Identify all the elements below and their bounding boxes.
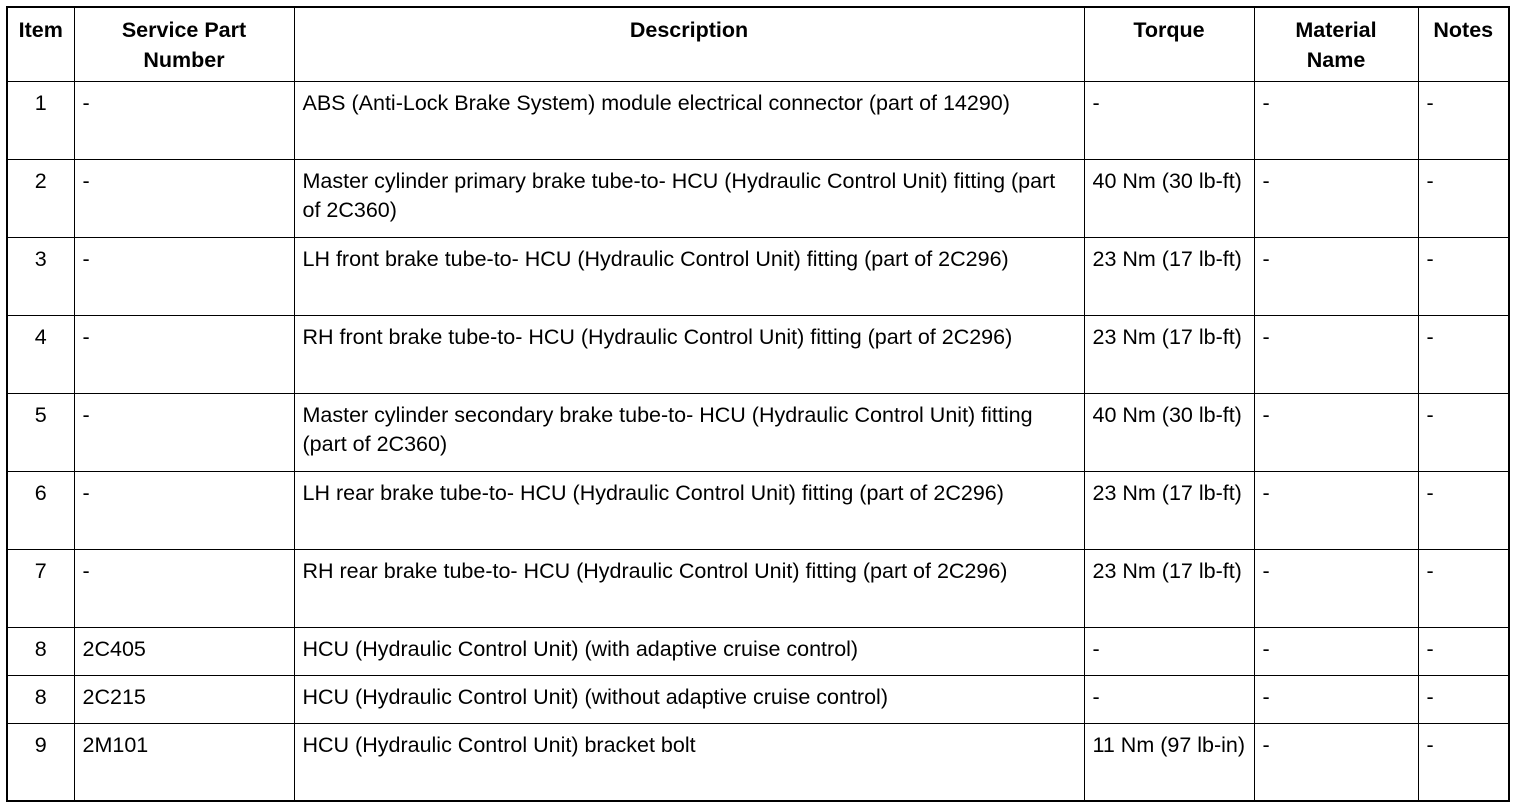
cell-notes: - — [1418, 315, 1509, 393]
cell-material-name: - — [1254, 675, 1418, 723]
cell-notes: - — [1418, 393, 1509, 471]
cell-material-name: - — [1254, 237, 1418, 315]
cell-torque: 23 Nm (17 lb-ft) — [1084, 549, 1254, 627]
cell-description: HCU (Hydraulic Control Unit) bracket bolt — [294, 723, 1084, 801]
cell-item: 8 — [7, 675, 74, 723]
cell-material-name: - — [1254, 627, 1418, 675]
cell-material-name: - — [1254, 159, 1418, 237]
parts-table — [6, 6, 1510, 802]
cell-notes: - — [1418, 81, 1509, 159]
cell-item: 1 — [7, 81, 74, 159]
cell-material-name: - — [1254, 393, 1418, 471]
cell-description: ABS (Anti-Lock Brake System) module electrical connector (part of 14290) — [294, 81, 1084, 159]
cell-torque: - — [1084, 675, 1254, 723]
cell-material-name: - — [1254, 471, 1418, 549]
header-description: Description — [294, 7, 1084, 81]
cell-description: HCU (Hydraulic Control Unit) (without adaptive cruise control) — [294, 675, 1084, 723]
cell-description: LH front brake tube-to- HCU (Hydraulic Control Unit) fitting (part of 2C296) — [294, 237, 1084, 315]
table-row — [7, 471, 1509, 549]
cell-torque: 11 Nm (97 lb-in) — [1084, 723, 1254, 801]
cell-item: 7 — [7, 549, 74, 627]
table-row — [7, 549, 1509, 627]
cell-part-number: - — [74, 237, 294, 315]
cell-item: 3 — [7, 237, 74, 315]
cell-material-name: - — [1254, 81, 1418, 159]
cell-torque: 40 Nm (30 lb-ft) — [1084, 159, 1254, 237]
cell-notes: - — [1418, 471, 1509, 549]
cell-item: 8 — [7, 627, 74, 675]
table-row — [7, 159, 1509, 237]
cell-torque: - — [1084, 81, 1254, 159]
cell-material-name: - — [1254, 315, 1418, 393]
cell-part-number: 2M101 — [74, 723, 294, 801]
cell-item: 4 — [7, 315, 74, 393]
cell-item: 2 — [7, 159, 74, 237]
header-service-part-number: Service Part Number — [74, 7, 294, 81]
cell-material-name: - — [1254, 723, 1418, 801]
cell-description: RH rear brake tube-to- HCU (Hydraulic Control Unit) fitting (part of 2C296) — [294, 549, 1084, 627]
table-row — [7, 627, 1509, 675]
cell-torque: 23 Nm (17 lb-ft) — [1084, 315, 1254, 393]
header-material-name: Material Name — [1254, 7, 1418, 81]
table-row — [7, 723, 1509, 801]
header-notes: Notes — [1418, 7, 1509, 81]
cell-part-number: 2C405 — [74, 627, 294, 675]
cell-part-number: - — [74, 315, 294, 393]
cell-torque: 23 Nm (17 lb-ft) — [1084, 471, 1254, 549]
cell-part-number: - — [74, 159, 294, 237]
table-row — [7, 393, 1509, 471]
cell-description: LH rear brake tube-to- HCU (Hydraulic Control Unit) fitting (part of 2C296) — [294, 471, 1084, 549]
cell-description: RH front brake tube-to- HCU (Hydraulic Control Unit) fitting (part of 2C296) — [294, 315, 1084, 393]
cell-notes: - — [1418, 159, 1509, 237]
cell-part-number: - — [74, 471, 294, 549]
cell-item: 5 — [7, 393, 74, 471]
cell-notes: - — [1418, 549, 1509, 627]
cell-part-number: - — [74, 81, 294, 159]
cell-part-number: - — [74, 393, 294, 471]
cell-description: HCU (Hydraulic Control Unit) (with adaptive cruise control) — [294, 627, 1084, 675]
table-header-row — [7, 7, 1509, 81]
cell-notes: - — [1418, 237, 1509, 315]
cell-part-number: 2C215 — [74, 675, 294, 723]
cell-part-number: - — [74, 549, 294, 627]
cell-notes: - — [1418, 723, 1509, 801]
cell-torque: 23 Nm (17 lb-ft) — [1084, 237, 1254, 315]
cell-item: 6 — [7, 471, 74, 549]
header-torque: Torque — [1084, 7, 1254, 81]
cell-description: Master cylinder secondary brake tube-to- HCU (Hydraulic Control Unit) fitting (part of 2C360) — [294, 393, 1084, 471]
table-row — [7, 315, 1509, 393]
table-row — [7, 237, 1509, 315]
cell-notes: - — [1418, 627, 1509, 675]
table-row — [7, 81, 1509, 159]
cell-torque: 40 Nm (30 lb-ft) — [1084, 393, 1254, 471]
cell-notes: - — [1418, 675, 1509, 723]
header-item: Item — [7, 7, 74, 81]
cell-item: 9 — [7, 723, 74, 801]
table-row — [7, 675, 1509, 723]
cell-material-name: - — [1254, 549, 1418, 627]
cell-description: Master cylinder primary brake tube-to- HCU (Hydraulic Control Unit) fitting (part of 2C360) — [294, 159, 1084, 237]
cell-torque: - — [1084, 627, 1254, 675]
